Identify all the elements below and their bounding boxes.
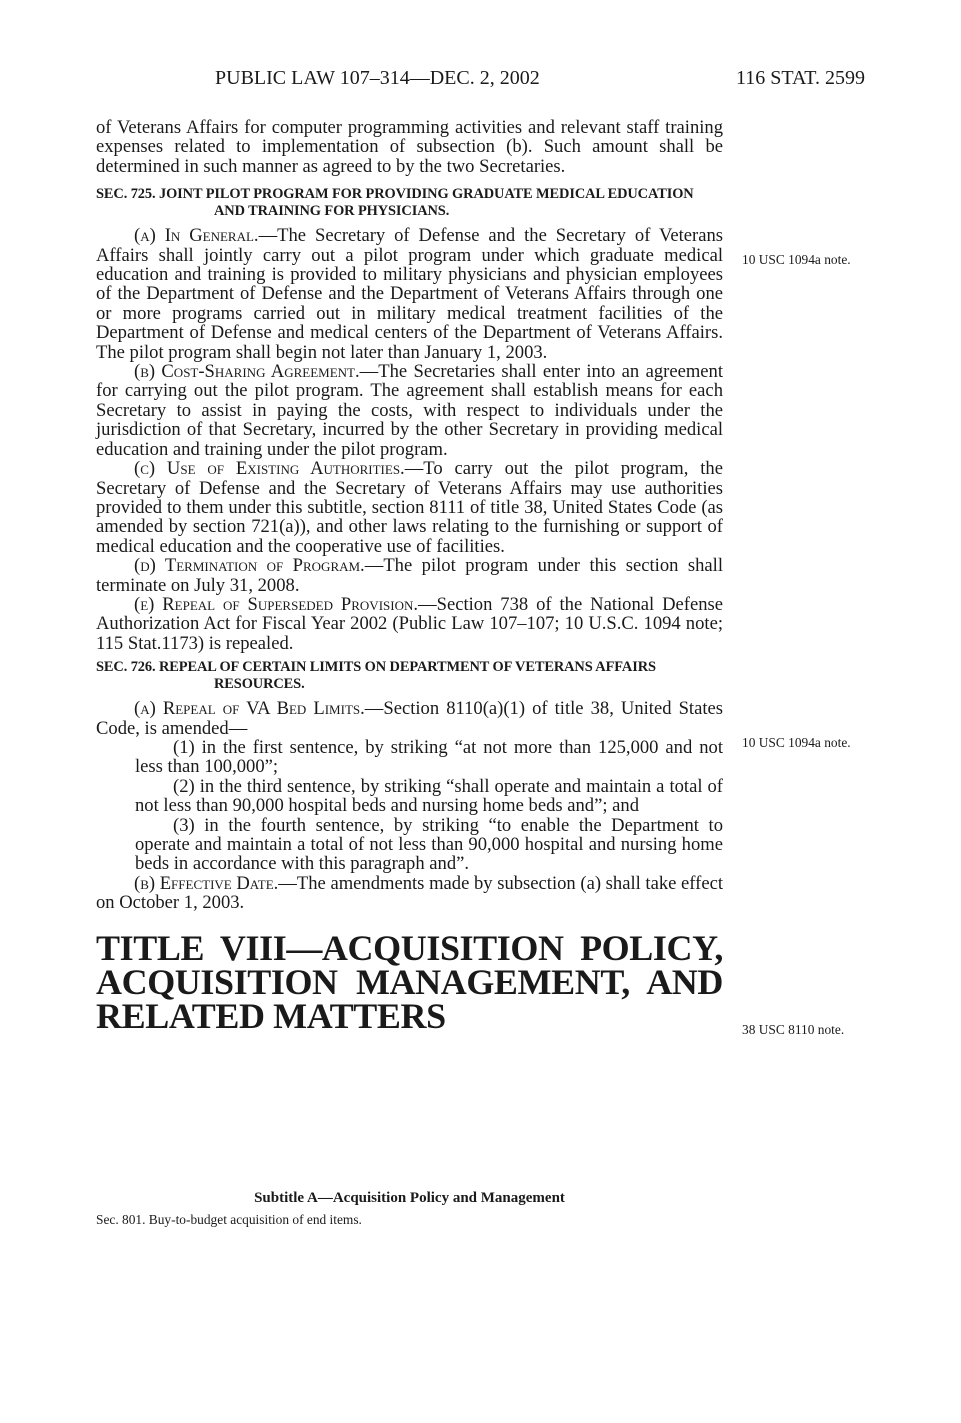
sec-726-subsection-b [96,874,723,913]
sec-726-item-2: (2) in the third sentence, by striking “shall operate and maintain a total of not less than 90,000 hospital beds and nursing home beds and”; and [135,775,723,817]
margin-note-1: 10 USC 1094a note. [742,252,851,267]
sec-725-subsection-b [96,362,723,459]
running-head [215,66,865,90]
toc-entry: Sec. 801. Buy-to-budget acquisition of end items. [96,1212,362,1227]
sec-725-d-label: (d) Termination of Program. [134,555,365,577]
title-viii-heading: TITLE VIII—ACQUISITION POLICY, ACQUISITION MANAGEMENT, AND RELATED MATTERS [96,927,723,1036]
sec-725-d-text: —The pilot program under this section shall terminate on July 31, 2008. [96,555,723,596]
sec-725-c-label: (c) Use of Existing Authorities. [134,458,405,480]
margin-note-2: 10 USC 1094a note. [742,735,851,750]
sec-726-b-label: (b) Effective Date. [134,872,279,894]
sec-726-a-label: (a) Repeal of VA Bed Limits. [134,698,365,720]
sec-725-subsection-d [96,556,723,595]
margin-note-3: 38 USC 8110 note. [742,1022,845,1037]
running-head-left: PUBLIC LAW 107–314—DEC. 2, 2002 [215,67,540,89]
sec-725-e-label: (e) Repeal of Superseded Provision. [134,593,419,615]
sec-726-a-text: —Section 8110(a)(1) of title 38, United States Code, is amended— [96,698,723,739]
sec-726-heading: SEC. 726. REPEAL OF CERTAIN LIMITS ON DEPARTMENT OF VETERANS AFFAIRS RESOURCES. [96,659,656,693]
sec-725-c-text: —To carry out the pilot program, the Secretary of Defense and the Secretary of Veterans Affairs may use authorities provided to them under this subtitle, section 8111 of title 38, United States Code (as amended by section 721(a)), and other laws relating to the furnishing or support of medical education and the cooperative use of facilities. [96,458,723,557]
sec-725-b-text: —The Secretaries shall enter into an agreement for carrying out the pilot program. The agreement shall establish means for each Secretary to assist in paying the costs, with respect to individuals under the jurisdiction of that Secretary, incurred by the other Secretary in providing medical education and training under the pilot program. [96,361,723,460]
sec-725-a-label: (a) In General. [134,225,259,247]
sec-726-item-1: (1) in the first sentence, by striking “at not more than 125,000 and not less than 100,000”; [135,736,723,778]
intro-paragraph: of Veterans Affairs for computer programming activities and relevant staff training expenses related to implementation of subsection (b). Such amount shall be determined in such manner as agreed to by the two Secretaries. [96,117,723,177]
sec-725-subsection-c [96,459,723,556]
running-head-page-number: 116 STAT. 2599 [736,67,865,89]
sec-725-heading: SEC. 725. JOINT PILOT PROGRAM FOR PROVIDING GRADUATE MEDICAL EDUCATION AND TRAINING FOR PHYSICIANS. [96,186,694,220]
subtitle-heading: Subtitle A—Acquisition Policy and Management [254,1190,565,1206]
sec-725-subsection-a [96,226,723,362]
sec-726-b-text: —The amendments made by subsection (a) shall take effect on October 1, 2003. [96,872,724,914]
sec-726-subsection-a [96,699,723,738]
sec-726-item-3: (3) in the fourth sentence, by striking “to enable the Department to operate and maintain a total of not less than 90,000 hospital and nursing home beds in accordance with this paragraph and”. [135,814,723,875]
sec-725-a-text: —The Secretary of Defense and the Secretary of Veterans Affairs shall jointly carry out a pilot program under which graduate medical education and training is provided to military physicians and physician employees of the Department of Defense and the Department of Veterans Affairs through one or more programs carried out in military medical treatment facilities of the Department of Defense and medical centers of the Department of Veterans Affairs. The pilot program shall begin not later than January 1, 2003. [96,225,724,363]
sec-725-b-label: (b) Cost-Sharing Agreement. [134,361,360,383]
sec-725-subsection-e [96,595,723,653]
body-text [96,118,723,1045]
sec-725-e-text: —Section 738 of the National Defense Authorization Act for Fiscal Year 2002 (Public Law 107–107; 10 U.S.C. 1094 note; 115 Stat.1173) is repealed. [96,593,723,654]
